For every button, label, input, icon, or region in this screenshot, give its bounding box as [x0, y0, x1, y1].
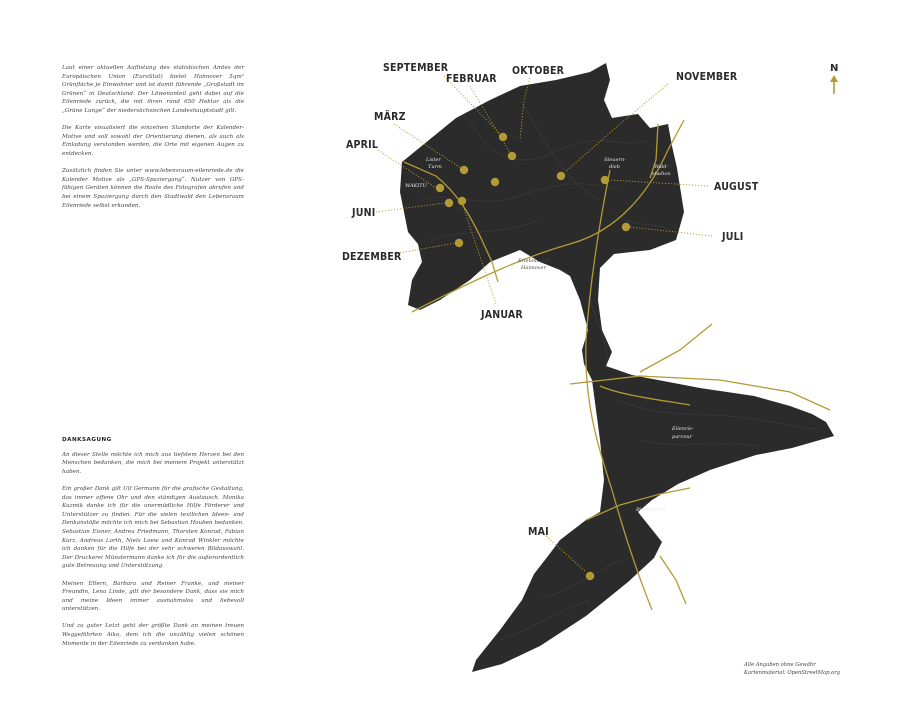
place-lister-turm-2: Turm [428, 164, 442, 170]
marker-juli[interactable] [622, 223, 630, 231]
marker-mai[interactable] [586, 572, 594, 580]
marker-november[interactable] [557, 172, 565, 180]
intro-paragraph: Zusätzlich finden Sie unter www.lebensraum-eilenriede.de die Kalender Motive als „GPS-Spaziergang“. Nutzer von GPS-fähigen Geräten können die Route des Fotografen abrufen und bei einem Spaziergang durch den Stadtwald den Lebensraum Eilenriede selbst erkunden. [62, 168, 244, 209]
forest-area [400, 63, 834, 672]
label-april: APRIL [346, 139, 379, 151]
place-steuerndieb-2: dieb [609, 164, 620, 170]
label-maerz: MÄRZ [374, 111, 406, 123]
label-mai: MAI [528, 526, 549, 538]
acknowledgements-paragraph: Und zu guter Letzt geht der größte Dank an meinen treuen Weggefährten Aiko, dem ich die unzählig vielen schönen Momente in der Eilenriede zu verdanken habe. [62, 623, 244, 647]
intro-paragraph: Die Karte visualisiert die einzelnen Standorte der Kalender-Motive und soll sowohl der Orientierung dienen, als auch als Einladung verstanden werden, die Orte mit eigenen Augen zu entdecken. [62, 125, 244, 157]
marker-august[interactable] [601, 176, 609, 184]
marker-oktober[interactable] [491, 178, 499, 186]
acknowledgements-title: DANKSAGUNG [62, 437, 112, 443]
label-juni: JUNI [352, 207, 376, 219]
place-eilenriede-2: parcour [672, 434, 692, 440]
label-juli: JULI [722, 231, 744, 243]
label-januar: JANUAR [481, 309, 523, 321]
credits-disclaimer: Alle Angaben ohne Gewähr [744, 662, 816, 668]
place-eilenriede-1: Eilenrie- [672, 426, 694, 432]
label-november: NOVEMBER [676, 71, 738, 83]
north-label: N [830, 63, 839, 74]
label-august: AUGUST [714, 181, 759, 193]
credits-source: Kartenmaterial: OpenStreetMap.org [744, 670, 841, 676]
place-zoo-2: Hannover [521, 265, 546, 271]
acknowledgements-paragraph: An dieser Stelle möchte ich mich aus tiefstem Herzen bei den Menschen bedanken, die mich bei meinem Projekt unterstützt haben. [62, 451, 244, 475]
place-bischofshol: Bischofshol [636, 507, 666, 513]
place-zoo-1: Erlebnis-Zoo [518, 258, 551, 264]
marker-maerz[interactable] [460, 166, 468, 174]
map-credits [744, 661, 854, 677]
marker-juni-b[interactable] [458, 197, 466, 205]
marker-dezember[interactable] [455, 239, 463, 247]
label-september: SEPTEMBER [383, 62, 449, 74]
north-arrow-icon [830, 75, 838, 94]
place-steuerndieb-1: Steuern- [604, 157, 626, 163]
label-dezember: DEZEMBER [342, 251, 402, 263]
acknowledgements-paragraph: Ein großer Dank gilt Ulf Germann für die grafische Gestaltung, das immer offene Ohr und den ständigen Austausch. Monika Kuzmik danke ich für die unermüdliche Hilfe Förderer und Unterstützer zu finden. Für die vielen textlichen Ideen- und Denkanstöße möchte ich mich bei Sebastian Houben bedanken. Sebastian Eisner, Andrea Friedmann, Thorsten Konrad, Fabian Kurz, Andreas Lorth, Niels Loew und Konrad Winkler möchte ich danken für die Hilfe bei der sehr schweren Bildauswahl. Der Druckerei Münstermann danke ich für die außerordentlich gute Betreuung und Unterstützung. [62, 485, 244, 570]
intro-paragraph: Laut einer aktuellen Auflistung des statistischen Amtes der Europäischen Union (EuroStat) bietet Hannover 5qm² Grünfläche je Einwohner und ist damit führende „Großstadt im Grünen“ in Deutschland. Der Löwenanteil geht dabei auf die Eilenriede zurück, die mit ihren rund 650 Hektar als die „Grüne Lunge“ der niedersächsischen Landeshauptstadt gilt. [62, 65, 244, 114]
marker-juni-a[interactable] [445, 199, 453, 207]
place-waldstadion-2: stadion [652, 171, 671, 177]
marker-april[interactable] [436, 184, 444, 192]
acknowledgements-paragraph: Meinen Eltern, Barbara und Reiner Franke, und meiner Freundin, Lena Linde, gilt der besondere Dank, dass sie mich und meine Ideen immer ausnahmslos und liebevoll unterstützen. [62, 580, 244, 613]
label-februar: FEBRUAR [446, 73, 497, 85]
place-wakitu: WAKITU [405, 183, 427, 189]
label-oktober: OKTOBER [512, 65, 565, 77]
place-waldstadion-1: Wald- [654, 164, 669, 170]
place-lister-turm-1: Lister [426, 157, 441, 163]
